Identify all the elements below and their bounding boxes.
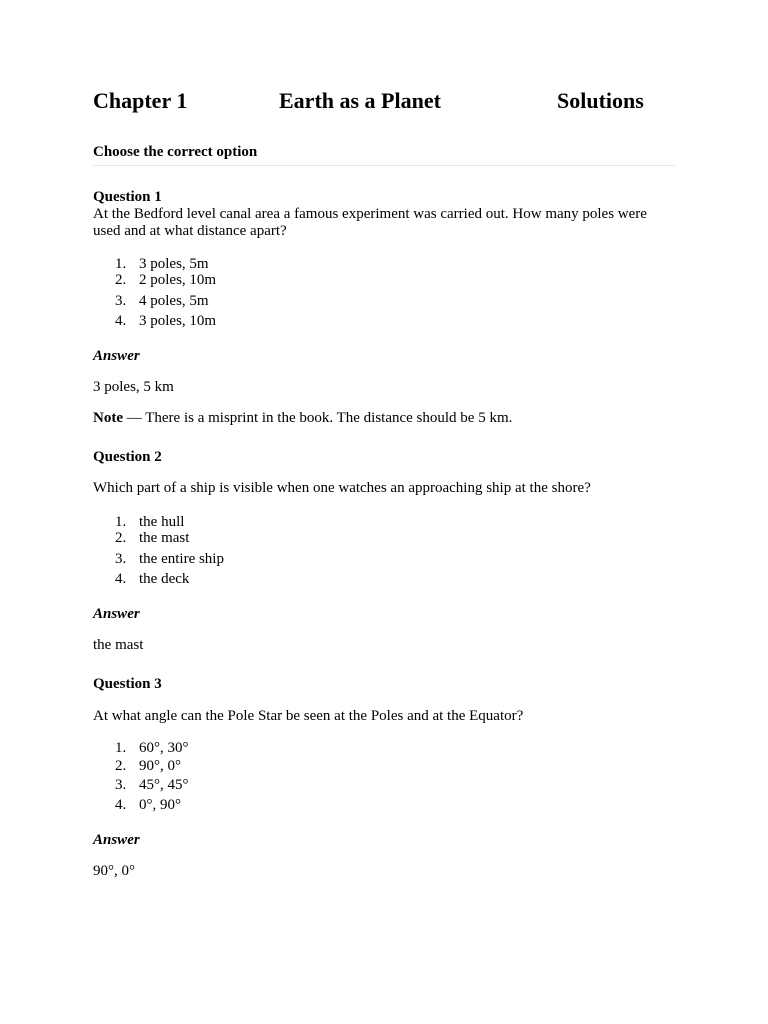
option-text: 3 poles, 10m [139,313,217,329]
option-item [93,272,216,293]
option-item [93,256,216,272]
question-2-options [93,514,224,588]
option-number: 2. [115,758,127,774]
option-number: 2. [115,272,127,288]
question-3-text: At what angle can the Pole Star be seen at the Poles and at the Equator? [93,708,524,724]
chapter-number: Chapter 1 [93,88,188,113]
option-text: the mast [139,530,190,546]
option-number: 3. [115,777,127,793]
option-number: 1. [115,256,127,272]
option-number: 4. [115,313,127,329]
option-text: 0°, 90° [139,797,181,813]
option-number: 3. [115,293,127,309]
note-text: — There is a misprint in the book. The distance should be 5 km. [123,410,513,426]
option-text: 60°, 30° [139,740,189,756]
question-1-text: At the Bedford level canal area a famous experiment was carried out. How many poles were used and at what distance apart? [93,206,647,239]
option-item [93,530,224,551]
note-label: Note [93,410,123,426]
option-item [93,777,189,797]
option-text: the deck [139,571,190,587]
option-item [93,797,189,814]
option-number: 2. [115,530,127,546]
option-text: 4 poles, 5m [139,293,209,309]
solutions-label: Solutions [557,88,644,113]
question-1-options [93,256,216,330]
section-instructions: Choose the correct option [93,144,675,166]
question-3-label: Question 3 [93,676,162,692]
option-item [93,514,224,530]
option-text: 90°, 0° [139,758,181,774]
question-1-label: Question 1 [93,189,162,205]
option-text: the entire ship [139,551,224,567]
option-text: 3 poles, 5m [139,256,209,272]
question-2-label: Question 2 [93,449,162,465]
question-3-answer: 90°, 0° [93,863,135,879]
option-item [93,758,189,777]
question-1-note [93,410,512,427]
question-1-answer-label: Answer [93,348,140,364]
option-number: 3. [115,551,127,567]
question-2-answer: the mast [93,637,144,653]
question-3-answer-label: Answer [93,832,140,848]
chapter-header [93,87,675,115]
option-item [93,571,224,588]
option-item [93,313,216,330]
question-1-answer: 3 poles, 5 km [93,379,174,395]
option-number: 4. [115,571,127,587]
question-3-options [93,740,189,814]
question-2-answer-label: Answer [93,606,140,622]
question-2-text: Which part of a ship is visible when one watches an approaching ship at the shore? [93,480,591,496]
option-text: the hull [139,514,185,530]
option-number: 1. [115,514,127,530]
option-number: 4. [115,797,127,813]
option-item [93,740,189,758]
option-item [93,551,224,571]
option-item [93,293,216,313]
option-text: 45°, 45° [139,777,189,793]
chapter-title: Earth as a Planet [279,88,441,113]
option-text: 2 poles, 10m [139,272,217,288]
option-number: 1. [115,740,127,756]
